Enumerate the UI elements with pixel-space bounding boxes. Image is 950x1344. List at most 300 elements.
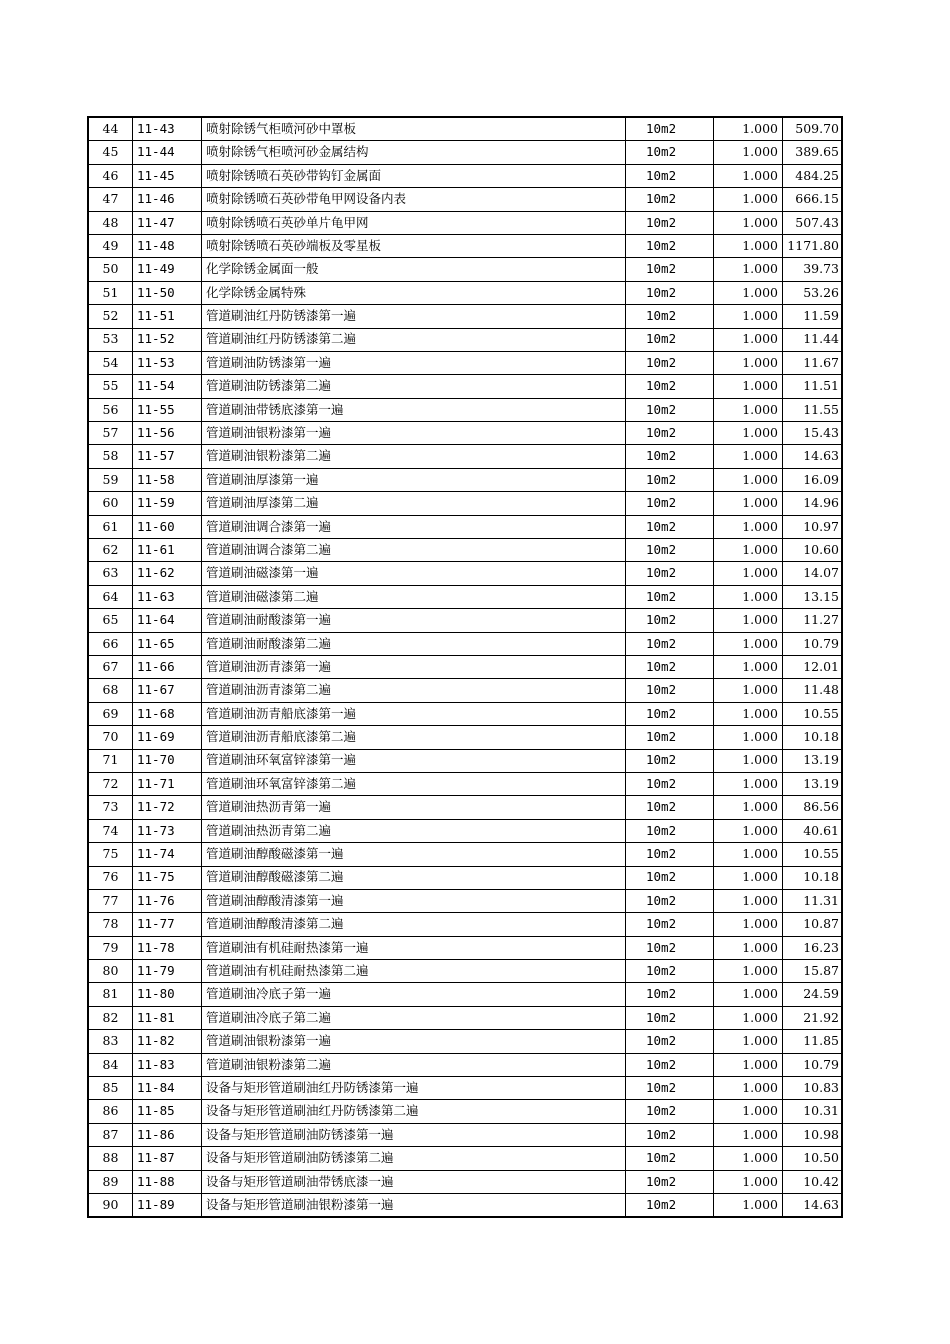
unit-price-cell: 509.70 xyxy=(783,117,843,141)
table-row xyxy=(88,445,842,468)
unit-price-cell: 11.44 xyxy=(783,328,843,351)
quota-code-cell: 11-87 xyxy=(133,1147,202,1170)
unit-cell: 10m2 xyxy=(626,772,714,795)
quota-code-cell: 11-62 xyxy=(133,562,202,585)
quantity-cell: 1.000 xyxy=(714,539,783,562)
unit-cell: 10m2 xyxy=(626,749,714,772)
table-row xyxy=(88,258,842,281)
quota-code-cell: 11-67 xyxy=(133,679,202,702)
row-number-cell: 60 xyxy=(88,492,133,515)
unit-price-cell: 15.87 xyxy=(783,960,843,983)
unit-price-cell: 14.63 xyxy=(783,1193,843,1217)
quantity-cell: 1.000 xyxy=(714,1193,783,1217)
row-number-cell: 85 xyxy=(88,1077,133,1100)
row-number-cell: 44 xyxy=(88,117,133,141)
item-name-cell: 喷射除锈喷石英砂端板及零星板 xyxy=(202,234,626,257)
quota-code-cell: 11-65 xyxy=(133,632,202,655)
quantity-cell: 1.000 xyxy=(714,468,783,491)
row-number-cell: 81 xyxy=(88,983,133,1006)
quantity-cell: 1.000 xyxy=(714,913,783,936)
unit-cell: 10m2 xyxy=(626,632,714,655)
unit-price-cell: 10.83 xyxy=(783,1077,843,1100)
quota-code-cell: 11-56 xyxy=(133,422,202,445)
table-row xyxy=(88,164,842,187)
unit-price-cell: 10.31 xyxy=(783,1100,843,1123)
unit-price-cell: 10.55 xyxy=(783,702,843,725)
quantity-cell: 1.000 xyxy=(714,305,783,328)
unit-cell: 10m2 xyxy=(626,913,714,936)
unit-price-cell: 389.65 xyxy=(783,141,843,164)
unit-cell: 10m2 xyxy=(626,305,714,328)
item-name-cell: 管道刷油红丹防锈漆第一遍 xyxy=(202,305,626,328)
item-name-cell: 管道刷油银粉漆第二遍 xyxy=(202,1053,626,1076)
unit-cell: 10m2 xyxy=(626,889,714,912)
quota-code-cell: 11-84 xyxy=(133,1077,202,1100)
item-name-cell: 管道刷油热沥青第二遍 xyxy=(202,819,626,842)
table-row xyxy=(88,375,842,398)
quota-code-cell: 11-44 xyxy=(133,141,202,164)
quota-code-cell: 11-66 xyxy=(133,655,202,678)
unit-price-cell: 13.19 xyxy=(783,749,843,772)
row-number-cell: 77 xyxy=(88,889,133,912)
table-row xyxy=(88,328,842,351)
quota-code-cell: 11-89 xyxy=(133,1193,202,1217)
unit-cell: 10m2 xyxy=(626,398,714,421)
table-row xyxy=(88,492,842,515)
table-row xyxy=(88,585,842,608)
row-number-cell: 88 xyxy=(88,1147,133,1170)
quantity-cell: 1.000 xyxy=(714,772,783,795)
quota-code-cell: 11-64 xyxy=(133,609,202,632)
item-name-cell: 管道刷油沥青漆第一遍 xyxy=(202,655,626,678)
item-name-cell: 管道刷油调合漆第二遍 xyxy=(202,539,626,562)
unit-price-cell: 14.63 xyxy=(783,445,843,468)
table-row xyxy=(88,1147,842,1170)
unit-price-cell: 10.18 xyxy=(783,866,843,889)
quota-code-cell: 11-77 xyxy=(133,913,202,936)
item-name-cell: 管道刷油带锈底漆第一遍 xyxy=(202,398,626,421)
item-name-cell: 喷射除锈喷石英砂带龟甲网设备内表 xyxy=(202,188,626,211)
quota-code-cell: 11-71 xyxy=(133,772,202,795)
unit-cell: 10m2 xyxy=(626,936,714,959)
quota-code-cell: 11-53 xyxy=(133,351,202,374)
row-number-cell: 66 xyxy=(88,632,133,655)
quota-code-cell: 11-83 xyxy=(133,1053,202,1076)
quota-code-cell: 11-57 xyxy=(133,445,202,468)
quota-code-cell: 11-45 xyxy=(133,164,202,187)
table-row xyxy=(88,843,842,866)
unit-cell: 10m2 xyxy=(626,585,714,608)
table-row xyxy=(88,1170,842,1193)
table-row xyxy=(88,679,842,702)
unit-cell: 10m2 xyxy=(626,702,714,725)
item-name-cell: 管道刷油防锈漆第二遍 xyxy=(202,375,626,398)
table-row xyxy=(88,539,842,562)
quantity-cell: 1.000 xyxy=(714,936,783,959)
quantity-cell: 1.000 xyxy=(714,211,783,234)
unit-price-cell: 507.43 xyxy=(783,211,843,234)
unit-cell: 10m2 xyxy=(626,328,714,351)
unit-cell: 10m2 xyxy=(626,1147,714,1170)
quota-code-cell: 11-79 xyxy=(133,960,202,983)
quantity-cell: 1.000 xyxy=(714,1077,783,1100)
quantity-cell: 1.000 xyxy=(714,351,783,374)
quota-code-cell: 11-49 xyxy=(133,258,202,281)
quantity-cell: 1.000 xyxy=(714,492,783,515)
quota-code-cell: 11-48 xyxy=(133,234,202,257)
row-number-cell: 90 xyxy=(88,1193,133,1217)
table-row xyxy=(88,515,842,538)
row-number-cell: 52 xyxy=(88,305,133,328)
quota-code-cell: 11-76 xyxy=(133,889,202,912)
unit-cell: 10m2 xyxy=(626,422,714,445)
unit-cell: 10m2 xyxy=(626,843,714,866)
item-name-cell: 管道刷油防锈漆第一遍 xyxy=(202,351,626,374)
row-number-cell: 61 xyxy=(88,515,133,538)
unit-cell: 10m2 xyxy=(626,609,714,632)
table-row xyxy=(88,398,842,421)
table-row xyxy=(88,1053,842,1076)
row-number-cell: 82 xyxy=(88,1006,133,1029)
table-row xyxy=(88,305,842,328)
row-number-cell: 53 xyxy=(88,328,133,351)
table-row xyxy=(88,234,842,257)
item-name-cell: 管道刷油环氧富锌漆第二遍 xyxy=(202,772,626,795)
table-row xyxy=(88,1077,842,1100)
rate-table-body xyxy=(88,117,842,1217)
unit-cell: 10m2 xyxy=(626,164,714,187)
table-row xyxy=(88,1193,842,1217)
unit-cell: 10m2 xyxy=(626,1193,714,1217)
table-row xyxy=(88,796,842,819)
item-name-cell: 管道刷油银粉漆第二遍 xyxy=(202,445,626,468)
unit-price-cell: 10.79 xyxy=(783,1053,843,1076)
item-name-cell: 管道刷油醇酸清漆第一遍 xyxy=(202,889,626,912)
quantity-cell: 1.000 xyxy=(714,679,783,702)
table-row xyxy=(88,468,842,491)
quantity-cell: 1.000 xyxy=(714,1147,783,1170)
unit-price-cell: 14.07 xyxy=(783,562,843,585)
row-number-cell: 54 xyxy=(88,351,133,374)
table-row xyxy=(88,632,842,655)
row-number-cell: 50 xyxy=(88,258,133,281)
quantity-cell: 1.000 xyxy=(714,281,783,304)
item-name-cell: 管道刷油耐酸漆第一遍 xyxy=(202,609,626,632)
table-row xyxy=(88,866,842,889)
item-name-cell: 管道刷油热沥青第一遍 xyxy=(202,796,626,819)
unit-cell: 10m2 xyxy=(626,351,714,374)
item-name-cell: 设备与矩形管道刷油带锈底漆一遍 xyxy=(202,1170,626,1193)
quota-code-cell: 11-82 xyxy=(133,1030,202,1053)
row-number-cell: 79 xyxy=(88,936,133,959)
item-name-cell: 喷射除锈气柜喷河砂中罩板 xyxy=(202,117,626,141)
unit-cell: 10m2 xyxy=(626,1006,714,1029)
item-name-cell: 管道刷油有机硅耐热漆第二遍 xyxy=(202,960,626,983)
item-name-cell: 管道刷油调合漆第一遍 xyxy=(202,515,626,538)
table-row xyxy=(88,562,842,585)
item-name-cell: 管道刷油磁漆第一遍 xyxy=(202,562,626,585)
quantity-cell: 1.000 xyxy=(714,398,783,421)
unit-cell: 10m2 xyxy=(626,375,714,398)
row-number-cell: 65 xyxy=(88,609,133,632)
unit-cell: 10m2 xyxy=(626,468,714,491)
item-name-cell: 管道刷油醇酸清漆第二遍 xyxy=(202,913,626,936)
table-row xyxy=(88,422,842,445)
quota-code-cell: 11-72 xyxy=(133,796,202,819)
unit-price-cell: 10.18 xyxy=(783,726,843,749)
unit-price-cell: 484.25 xyxy=(783,164,843,187)
quota-code-cell: 11-46 xyxy=(133,188,202,211)
quantity-cell: 1.000 xyxy=(714,258,783,281)
row-number-cell: 51 xyxy=(88,281,133,304)
quota-code-cell: 11-47 xyxy=(133,211,202,234)
quantity-cell: 1.000 xyxy=(714,445,783,468)
row-number-cell: 64 xyxy=(88,585,133,608)
quota-code-cell: 11-55 xyxy=(133,398,202,421)
row-number-cell: 69 xyxy=(88,702,133,725)
item-name-cell: 设备与矩形管道刷油银粉漆第一遍 xyxy=(202,1193,626,1217)
unit-cell: 10m2 xyxy=(626,819,714,842)
unit-price-cell: 11.51 xyxy=(783,375,843,398)
table-row xyxy=(88,609,842,632)
row-number-cell: 83 xyxy=(88,1030,133,1053)
table-row xyxy=(88,749,842,772)
item-name-cell: 管道刷油厚漆第一遍 xyxy=(202,468,626,491)
quota-code-cell: 11-75 xyxy=(133,866,202,889)
unit-price-cell: 11.67 xyxy=(783,351,843,374)
quantity-cell: 1.000 xyxy=(714,117,783,141)
table-row xyxy=(88,913,842,936)
row-number-cell: 78 xyxy=(88,913,133,936)
row-number-cell: 45 xyxy=(88,141,133,164)
row-number-cell: 46 xyxy=(88,164,133,187)
quantity-cell: 1.000 xyxy=(714,819,783,842)
quota-code-cell: 11-80 xyxy=(133,983,202,1006)
unit-cell: 10m2 xyxy=(626,1100,714,1123)
unit-cell: 10m2 xyxy=(626,1053,714,1076)
unit-price-cell: 16.23 xyxy=(783,936,843,959)
quantity-cell: 1.000 xyxy=(714,889,783,912)
row-number-cell: 74 xyxy=(88,819,133,842)
quota-code-cell: 11-58 xyxy=(133,468,202,491)
unit-price-cell: 11.27 xyxy=(783,609,843,632)
row-number-cell: 71 xyxy=(88,749,133,772)
row-number-cell: 72 xyxy=(88,772,133,795)
table-row xyxy=(88,188,842,211)
row-number-cell: 87 xyxy=(88,1123,133,1146)
unit-price-cell: 39.73 xyxy=(783,258,843,281)
table-row xyxy=(88,1123,842,1146)
quota-code-cell: 11-78 xyxy=(133,936,202,959)
row-number-cell: 70 xyxy=(88,726,133,749)
item-name-cell: 管道刷油银粉漆第一遍 xyxy=(202,1030,626,1053)
row-number-cell: 86 xyxy=(88,1100,133,1123)
item-name-cell: 化学除锈金属面一般 xyxy=(202,258,626,281)
table-row xyxy=(88,726,842,749)
unit-cell: 10m2 xyxy=(626,796,714,819)
unit-price-cell: 10.87 xyxy=(783,913,843,936)
unit-cell: 10m2 xyxy=(626,983,714,1006)
unit-cell: 10m2 xyxy=(626,492,714,515)
unit-price-cell: 10.50 xyxy=(783,1147,843,1170)
unit-price-cell: 15.43 xyxy=(783,422,843,445)
quantity-cell: 1.000 xyxy=(714,1123,783,1146)
unit-cell: 10m2 xyxy=(626,1170,714,1193)
unit-price-cell: 10.98 xyxy=(783,1123,843,1146)
unit-cell: 10m2 xyxy=(626,515,714,538)
unit-cell: 10m2 xyxy=(626,258,714,281)
quantity-cell: 1.000 xyxy=(714,866,783,889)
quantity-cell: 1.000 xyxy=(714,609,783,632)
table-row xyxy=(88,655,842,678)
table-row xyxy=(88,141,842,164)
quota-code-cell: 11-68 xyxy=(133,702,202,725)
unit-cell: 10m2 xyxy=(626,141,714,164)
item-name-cell: 管道刷油冷底子第二遍 xyxy=(202,1006,626,1029)
table-row xyxy=(88,983,842,1006)
item-name-cell: 化学除锈金属特殊 xyxy=(202,281,626,304)
row-number-cell: 59 xyxy=(88,468,133,491)
quantity-cell: 1.000 xyxy=(714,164,783,187)
unit-price-cell: 16.09 xyxy=(783,468,843,491)
row-number-cell: 80 xyxy=(88,960,133,983)
quota-code-cell: 11-50 xyxy=(133,281,202,304)
table-row xyxy=(88,1006,842,1029)
quantity-cell: 1.000 xyxy=(714,983,783,1006)
quota-code-cell: 11-59 xyxy=(133,492,202,515)
item-name-cell: 管道刷油沥青漆第二遍 xyxy=(202,679,626,702)
quota-code-cell: 11-88 xyxy=(133,1170,202,1193)
quantity-cell: 1.000 xyxy=(714,843,783,866)
unit-price-cell: 86.56 xyxy=(783,796,843,819)
item-name-cell: 管道刷油耐酸漆第二遍 xyxy=(202,632,626,655)
unit-price-cell: 14.96 xyxy=(783,492,843,515)
quota-code-cell: 11-52 xyxy=(133,328,202,351)
item-name-cell: 设备与矩形管道刷油防锈漆第二遍 xyxy=(202,1147,626,1170)
quota-code-cell: 11-70 xyxy=(133,749,202,772)
quantity-cell: 1.000 xyxy=(714,188,783,211)
row-number-cell: 73 xyxy=(88,796,133,819)
unit-cell: 10m2 xyxy=(626,960,714,983)
unit-cell: 10m2 xyxy=(626,866,714,889)
quota-code-cell: 11-51 xyxy=(133,305,202,328)
table-row xyxy=(88,351,842,374)
table-row xyxy=(88,1100,842,1123)
unit-cell: 10m2 xyxy=(626,1077,714,1100)
row-number-cell: 62 xyxy=(88,539,133,562)
item-name-cell: 管道刷油银粉漆第一遍 xyxy=(202,422,626,445)
quota-code-cell: 11-43 xyxy=(133,117,202,141)
unit-cell: 10m2 xyxy=(626,1123,714,1146)
row-number-cell: 84 xyxy=(88,1053,133,1076)
quantity-cell: 1.000 xyxy=(714,1170,783,1193)
row-number-cell: 57 xyxy=(88,422,133,445)
unit-cell: 10m2 xyxy=(626,211,714,234)
unit-price-cell: 13.15 xyxy=(783,585,843,608)
row-number-cell: 75 xyxy=(88,843,133,866)
unit-price-cell: 40.61 xyxy=(783,819,843,842)
quantity-cell: 1.000 xyxy=(714,702,783,725)
item-name-cell: 喷射除锈气柜喷河砂金属结构 xyxy=(202,141,626,164)
quantity-cell: 1.000 xyxy=(714,328,783,351)
row-number-cell: 58 xyxy=(88,445,133,468)
row-number-cell: 49 xyxy=(88,234,133,257)
row-number-cell: 56 xyxy=(88,398,133,421)
unit-cell: 10m2 xyxy=(626,445,714,468)
item-name-cell: 管道刷油沥青船底漆第一遍 xyxy=(202,702,626,725)
unit-price-cell: 11.85 xyxy=(783,1030,843,1053)
quantity-cell: 1.000 xyxy=(714,375,783,398)
unit-cell: 10m2 xyxy=(626,117,714,141)
quota-code-cell: 11-74 xyxy=(133,843,202,866)
item-name-cell: 喷射除锈喷石英砂带钩钉金属面 xyxy=(202,164,626,187)
item-name-cell: 设备与矩形管道刷油防锈漆第一遍 xyxy=(202,1123,626,1146)
unit-price-cell: 10.55 xyxy=(783,843,843,866)
quota-code-cell: 11-61 xyxy=(133,539,202,562)
table-row xyxy=(88,1030,842,1053)
unit-cell: 10m2 xyxy=(626,281,714,304)
table-row xyxy=(88,702,842,725)
quota-code-cell: 11-73 xyxy=(133,819,202,842)
quantity-cell: 1.000 xyxy=(714,1100,783,1123)
table-row xyxy=(88,889,842,912)
row-number-cell: 89 xyxy=(88,1170,133,1193)
unit-price-cell: 11.31 xyxy=(783,889,843,912)
item-name-cell: 设备与矩形管道刷油红丹防锈漆第二遍 xyxy=(202,1100,626,1123)
table-row xyxy=(88,772,842,795)
row-number-cell: 67 xyxy=(88,655,133,678)
item-name-cell: 管道刷油冷底子第一遍 xyxy=(202,983,626,1006)
item-name-cell: 管道刷油醇酸磁漆第一遍 xyxy=(202,843,626,866)
unit-cell: 10m2 xyxy=(626,679,714,702)
unit-price-cell: 666.15 xyxy=(783,188,843,211)
quantity-cell: 1.000 xyxy=(714,562,783,585)
unit-price-cell: 12.01 xyxy=(783,655,843,678)
table-row xyxy=(88,936,842,959)
unit-price-cell: 10.97 xyxy=(783,515,843,538)
row-number-cell: 47 xyxy=(88,188,133,211)
table-row xyxy=(88,211,842,234)
quota-code-cell: 11-69 xyxy=(133,726,202,749)
quota-code-cell: 11-63 xyxy=(133,585,202,608)
row-number-cell: 76 xyxy=(88,866,133,889)
item-name-cell: 管道刷油沥青船底漆第二遍 xyxy=(202,726,626,749)
row-number-cell: 55 xyxy=(88,375,133,398)
quantity-cell: 1.000 xyxy=(714,1030,783,1053)
item-name-cell: 管道刷油厚漆第二遍 xyxy=(202,492,626,515)
unit-price-cell: 10.42 xyxy=(783,1170,843,1193)
item-name-cell: 管道刷油红丹防锈漆第二遍 xyxy=(202,328,626,351)
unit-cell: 10m2 xyxy=(626,234,714,257)
table-row xyxy=(88,819,842,842)
rate-table xyxy=(87,116,843,1218)
quota-code-cell: 11-54 xyxy=(133,375,202,398)
table-row xyxy=(88,281,842,304)
unit-cell: 10m2 xyxy=(626,562,714,585)
quantity-cell: 1.000 xyxy=(714,515,783,538)
unit-cell: 10m2 xyxy=(626,188,714,211)
unit-price-cell: 13.19 xyxy=(783,772,843,795)
unit-price-cell: 11.55 xyxy=(783,398,843,421)
unit-price-cell: 24.59 xyxy=(783,983,843,1006)
quantity-cell: 1.000 xyxy=(714,796,783,819)
quantity-cell: 1.000 xyxy=(714,1006,783,1029)
item-name-cell: 管道刷油环氧富锌漆第一遍 xyxy=(202,749,626,772)
table-row xyxy=(88,960,842,983)
item-name-cell: 喷射除锈喷石英砂单片龟甲网 xyxy=(202,211,626,234)
item-name-cell: 设备与矩形管道刷油红丹防锈漆第一遍 xyxy=(202,1077,626,1100)
unit-cell: 10m2 xyxy=(626,726,714,749)
